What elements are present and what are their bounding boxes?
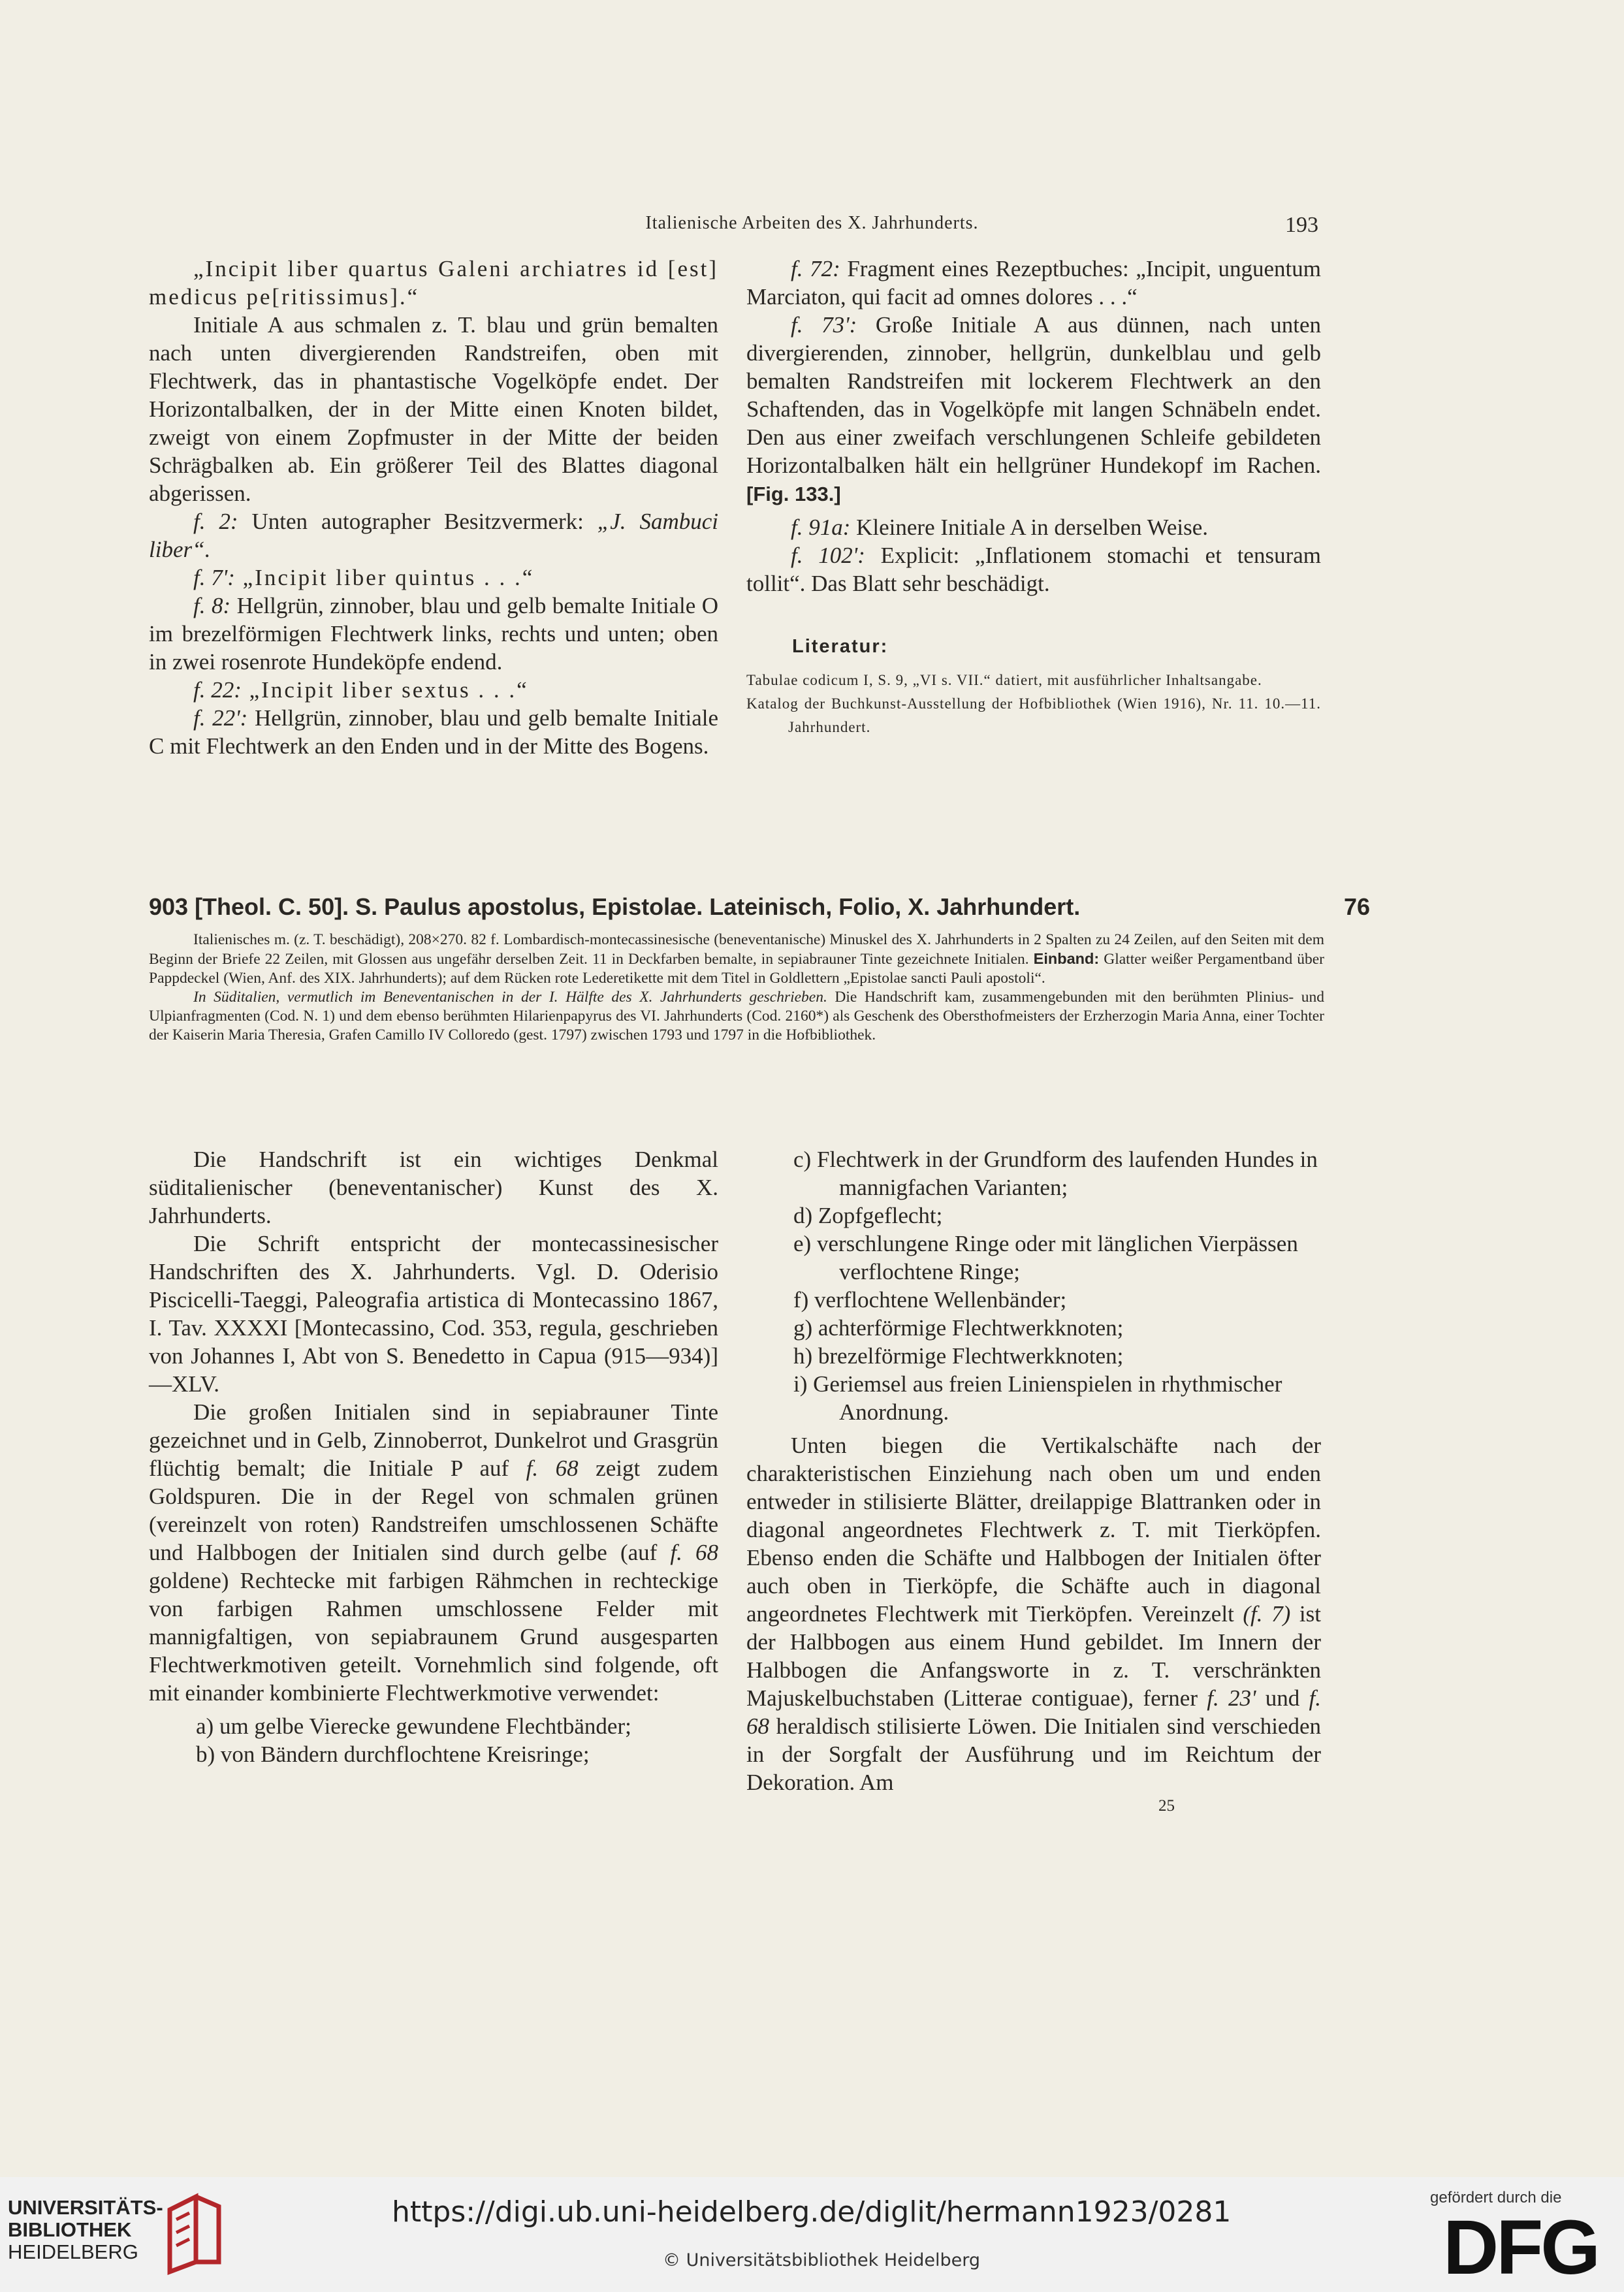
paragraph-text: goldene) Rechtecke mit farbigen Rähmchen in rechteckige von farbigen Rahmen umschlossene Felder mit mannigfaltigen, von sepiabraunem Grund ausgesparten Flechtwerkmotiven geteilt. Vornehmlich sind folgende, oft mit einander kombinierte Flechtwerkmotive verwendet: [149, 1568, 718, 1706]
origin-statement: In Süditalien, vermutlich im Beneventanischen in der I. Hälfte des X. Jahrhunderts geschrieben. [193, 989, 827, 1006]
running-title: Italienische Arbeiten des X. Jahrhunderts. [645, 213, 979, 233]
description-paragraph [149, 931, 1324, 988]
binding-label: Einband: [1033, 950, 1100, 967]
folio-text: „Incipit liber quintus . . .“ [234, 565, 535, 590]
folio-ref: f. 8: [193, 593, 231, 618]
paragraph-text: Die großen Initialen sind in sepiabrauner Tinte gezeichnet und in Gelb, Zinnoberrot, Dunkelrot und Grasgrün flüchtig bemalt; die Initiale P auf [149, 1399, 718, 1481]
folio-2-entry [149, 507, 718, 564]
folio-91a-entry [746, 513, 1321, 541]
funding-label: gefördert durch die [1430, 2189, 1562, 2206]
motif-item-b: b) von Bändern durchflochtene Kreisringe; [196, 1742, 590, 1767]
paragraph-text: und [1256, 1685, 1309, 1711]
paragraph-text: heraldisch stilisierte Löwen. Die Initialen sind verschieden in der Sorgfalt der Ausführung und im Reichtum der Dekoration. Am [746, 1713, 1321, 1795]
page-number: 193 [1285, 213, 1318, 237]
paragraph-text: zeigt zudem Goldspuren. Die in der Regel von schmalen grünen (vereinzelt von roten) Randstreifen umschlossenen Schäfte und Halbbogen der Initialen sind durch gelbe (auf [149, 1456, 718, 1565]
folio-text: Hellgrün, zinnober, blau und gelb bemalte Initiale O im brezelförmigen Flechtwerk links, rechts und unten; oben in zwei rosenrote Hundeköpfe endend. [149, 593, 718, 675]
folio-text: Fragment eines Rezeptbuches: „Incipit, unguentum Marciaton, qui facit ad omnes dolores . . .“ [746, 256, 1321, 310]
folio-ref: f. 23' [1207, 1685, 1256, 1711]
binding-description: Glatter weißer Pergamentband über Pappdeckel (Wien, Anf. des XIX. Jahrhunderts); auf dem Rücken rote Lederetikette mit dem Titel in Goldlettern „Epistolae sancti Pauli apostoli“. [149, 951, 1324, 987]
top-right-column [746, 255, 1321, 739]
folio-73v-entry [746, 311, 1321, 508]
folio-ref: f. 68 [746, 1685, 1322, 1739]
lower-right-column [746, 1145, 1321, 1796]
folio-ref: (f. 7) [1243, 1601, 1291, 1627]
folio-ref: f. 7': [193, 565, 235, 590]
folio-22v-entry [149, 704, 718, 760]
literature-item: Katalog der Buchkunst-Ausstellung der Hofbibliothek (Wien 1916), Nr. 11. 10.—11. Jahrhundert. [746, 695, 1321, 735]
paragraph-text: ist der Halbbogen aus einem Hund gebildet. Im Innern der Halbbogen die Anfangsworte in z. T. verschränkten Majuskelbuchstaben (Litterae contiguae), ferner [746, 1601, 1321, 1711]
literature-item: Tabulae codicum I, S. 9, „VI s. VII.“ datiert, mit ausführlicher Inhaltsangabe. [746, 672, 1262, 688]
script-paragraph: Die Schrift entspricht der montecassinesischer Handschriften des X. Jahrhunderts. Vgl. D. Oderisio Piscicelli-Taeggi, Paleografia artistica di Montecassino 1867, I. Tav. XXXXI [Montecassino, Cod. 353, regula, geschrieben von Johannes I, Abt von S. Benedetto in Capua (915—934)] —XLV. [149, 1231, 718, 1397]
folio-ref: f. 73': [791, 312, 857, 338]
folio-ref: f. 102': [791, 543, 865, 568]
incipit-quartus: „Incipit liber quartus Galeni archiatres id [est] medicus pe[ritissimus].“ [149, 256, 718, 310]
motif-item-f: f) verflochtene Wellenbänder; [793, 1287, 1067, 1313]
motif-item-c: c) Flechtwerk in der Grundform des laufenden Hundes in mannigfachen Varianten; [793, 1147, 1318, 1200]
signature-mark: 25 [1158, 1797, 1175, 1815]
motif-item-i: i) Geriemsel aus freien Linienspielen in rhythmischer Anordnung. [793, 1371, 1282, 1425]
terminals-paragraph [746, 1431, 1321, 1796]
literature-list [746, 669, 1321, 739]
provenance-text: Die Handschrift kam, zusammengebunden mit den berühmten Plinius- und Ulpianfragmenten (Cod. N. 1) und dem ebenso berühmten Hilarienpapyrus des VI. Jahrhunderts (Cod. 2160*) als Geschenk des Obersthofmeisters der Erzherzogin Maria Anna, einer Tochter der Kaiserin Maria Theresia, Grafen Camillo IV Colloredo (gest. 1797) zwischen 1793 und 1797 in die Hofbibliothek. [149, 989, 1324, 1043]
folio-ref: f. 91a: [791, 515, 851, 540]
folio-ref: f. 2: [193, 509, 238, 534]
folio-ref: f. 68 [670, 1540, 718, 1565]
motif-item-d: d) Zopfgeflecht; [793, 1203, 943, 1228]
folio-ref: f. 72: [791, 256, 840, 281]
literature-heading: Literatur: [792, 636, 889, 657]
entry-number: 76 [1343, 893, 1370, 920]
library-name-line: HEIDELBERG [8, 2240, 138, 2263]
folio-22-entry [149, 676, 718, 704]
folio-72-entry [746, 255, 1321, 311]
paragraph-text: Unten biegen die Vertikalschäfte nach der charakteristischen Einziehung nach oben um und enden entweder in stilisierte Blätter, dreilappige Blattranken oder in diagonal angeordnetes Flechtwerk z. T. mit Tierköpfen. Ebenso enden die Schäfte und Halbbogen der Initialen öfter auch oben in Tierköpfe, die Schäfte auch in diagonal angeordnetes Flechtwerk mit Tierköpfen. Vereinzelt [746, 1433, 1321, 1627]
folio-ref: f. 22': [193, 705, 248, 731]
physical-description: Italienisches m. (z. T. beschädigt), 208×270. 82 f. Lombardisch-montecassinesische (beneventanische) Minuskel des X. Jahrhunderts in 2 Spalten zu 24 Zeilen, auf den Seiten mit dem Beginn der Briefe 22 Zeilen, mit Glossen aus ungefähr derselben Zeit. 11 in Deckfarben bemalte, in sepiabrauner Tinte gezeichnete Initialen. [149, 931, 1324, 968]
ownership-note: „J. Sambuci liber“. [149, 509, 718, 562]
library-name-line: BIBLIOTHEK [8, 2218, 132, 2241]
motif-item-a: a) um gelbe Vierecke gewundene Flechtbänder; [196, 1713, 631, 1739]
motif-item-e: e) verschlungene Ringe oder mit länglichen Vierpässen verflochtene Ringe; [793, 1231, 1298, 1284]
university-library-logo-icon[interactable] [157, 2190, 229, 2275]
significance-paragraph: Die Handschrift ist ein wichtiges Denkmal süditalienischer (beneventanischer) Kunst des X. Jahrhunderts. [149, 1147, 718, 1228]
provenance-paragraph [149, 988, 1324, 1045]
entry-heading [149, 893, 1370, 921]
folio-text: Unten autographer Besitzvermerk: [238, 509, 597, 534]
entry-metadata [149, 931, 1324, 1045]
folio-text: „Incipit liber sextus . . .“ [241, 677, 529, 703]
motif-item-g: g) achterförmige Flechtwerkknoten; [793, 1315, 1124, 1341]
top-left-column [149, 255, 718, 760]
copyright-notice: © Universitätsbibliothek Heidelberg [663, 2250, 981, 2270]
folio-text: Große Initiale A aus dünnen, nach unten divergierenden, zinnober, hellgrün, dunkelblau und gelb bemalten Randstreifen mit lockerem Flechtwerk an den Schaftenden, das in Vogelköpfe mit langen Schnäbeln endet. Den aus einer zweifach verschlungenen Schleife gebildeten Horizontalbalken hält ein hellgrüner Hundekopf im Rachen. [746, 312, 1321, 478]
initial-a-description: Initiale A aus schmalen z. T. blau und grün bemalten nach unten divergierenden Randstreifen, oben mit Flechtwerk, das in phantastische Vogelköpfe endet. Der Horizontalbalken, der in der Mitte einen Knoten bildet, zweigt von einem Zopfmuster in der Mitte der beiden Schrägbalken ab. Ein größerer Teil des Blattes diagonal abgerissen. [149, 312, 718, 506]
footer-bar [0, 2177, 1624, 2292]
permalink-url[interactable]: https://digi.ub.uni-heidelberg.de/diglit/hermann1923/0281 [392, 2195, 1232, 2229]
folio-8-entry [149, 592, 718, 676]
folio-102v-entry [746, 541, 1321, 597]
entry-title: 903 [Theol. C. 50]. S. Paulus apostolus, Epistolae. Lateinisch, Folio, X. Jahrhundert. [149, 893, 1081, 920]
dfg-logo[interactable]: DFG [1443, 2204, 1599, 2291]
folio-7-entry [149, 564, 718, 592]
folio-ref: f. 22: [193, 677, 242, 703]
folio-text: Explicit: „Inflationem stomachi et tensuram tollit“. Das Blatt sehr beschädigt. [746, 543, 1321, 596]
folio-ref: f. 68 [526, 1456, 579, 1481]
figure-reference[interactable]: [Fig. 133.] [746, 483, 841, 505]
library-name[interactable] [8, 2197, 163, 2263]
folio-text: Hellgrün, zinnober, blau und gelb bemalte Initiale C mit Flechtwerk an den Enden und in der Mitte des Bogens. [149, 705, 718, 759]
folio-text: Kleinere Initiale A in derselben Weise. [850, 515, 1209, 540]
initials-paragraph [149, 1398, 718, 1707]
motif-item-h: h) brezelförmige Flechtwerkknoten; [793, 1343, 1124, 1369]
library-name-line: UNIVERSITÄTS- [8, 2196, 163, 2219]
lower-left-column [149, 1145, 718, 1768]
